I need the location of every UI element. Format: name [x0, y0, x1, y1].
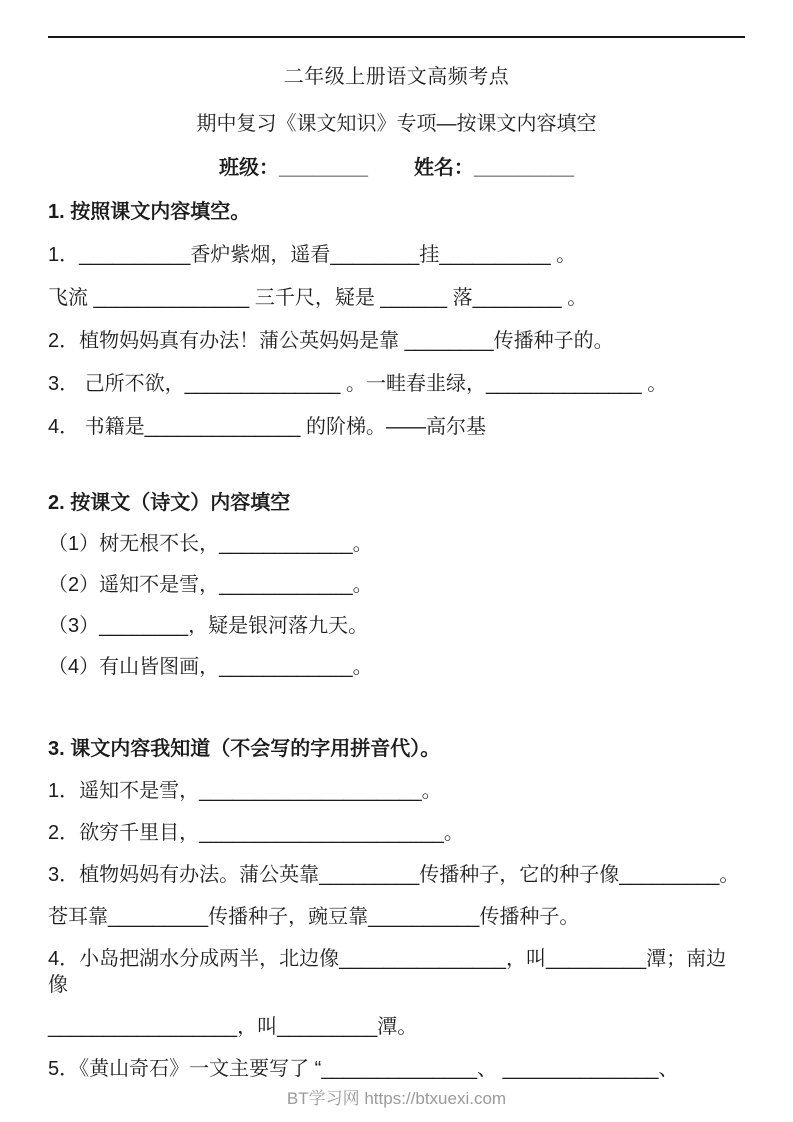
name-blank-line: _________: [473, 157, 575, 179]
section-3-heading: 3. 课文内容我知道（不会写的字用拼音代）。: [48, 738, 441, 760]
footer-watermark: BT学习网 https://btxuexi.com: [286, 1089, 507, 1108]
question-line: 5．《黄山奇石》一文主要写了 “______________、 ______________、: [48, 1058, 679, 1080]
page-subtitle: 期中复习《课文知识》专项—按课文内容填空: [196, 113, 597, 135]
class-name-row: [48, 155, 745, 181]
section-2-poem-fill-in: [48, 490, 745, 680]
question-line: （1）树无根不长，____________。: [48, 533, 373, 555]
question-line: 4．小岛把湖水分成两半，北边像_______________，叫_________潭；南边像: [48, 948, 727, 996]
section-1-fill-in-by-text: [48, 199, 745, 440]
top-divider: [48, 36, 745, 38]
question-line: 1．遥知不是雪，____________________。: [48, 780, 442, 802]
name-label: 姓名：: [413, 157, 474, 179]
question-line: 3． 己所不欲，______________ 。一畦春韭绿，______________ 。: [48, 373, 668, 395]
class-label: 班级：: [218, 157, 279, 179]
question-line: 苍耳靠_________传播种子，豌豆靠__________传播种子。: [48, 906, 580, 928]
question-line: 3．植物妈妈有办法。蒲公英靠_________传播种子，它的种子像_________。: [48, 864, 740, 886]
question-line: 飞流 ______________ 三千尺，疑是 ______ 落________ 。: [48, 287, 588, 309]
page-title: 二年级上册语文高频考点: [283, 66, 510, 88]
question-line: （2）遥知不是雪，____________。: [48, 574, 373, 596]
question-line: 2．欲穷千里目，______________________。: [48, 822, 464, 844]
section-2-heading: 2. 按课文（诗文）内容填空: [48, 492, 291, 514]
question-line: _________________，叫_________潭。: [48, 1016, 418, 1038]
question-line: 4． 书籍是______________ 的阶梯。——高尔基: [48, 416, 486, 438]
question-line: 1．__________香炉紫烟，遥看________挂__________ 。: [48, 244, 577, 266]
question-line: （3）________，疑是银河落九天。: [48, 615, 369, 637]
section-3-text-knowledge: [48, 736, 745, 1082]
question-line: （4）有山皆图画，____________。: [48, 656, 373, 678]
question-line: 2．植物妈妈真有办法！蒲公英妈妈是靠 ________传播种子的。: [48, 330, 614, 352]
section-1-heading: 1. 按照课文内容填空。: [48, 201, 251, 223]
class-blank-line: ________: [278, 157, 368, 179]
